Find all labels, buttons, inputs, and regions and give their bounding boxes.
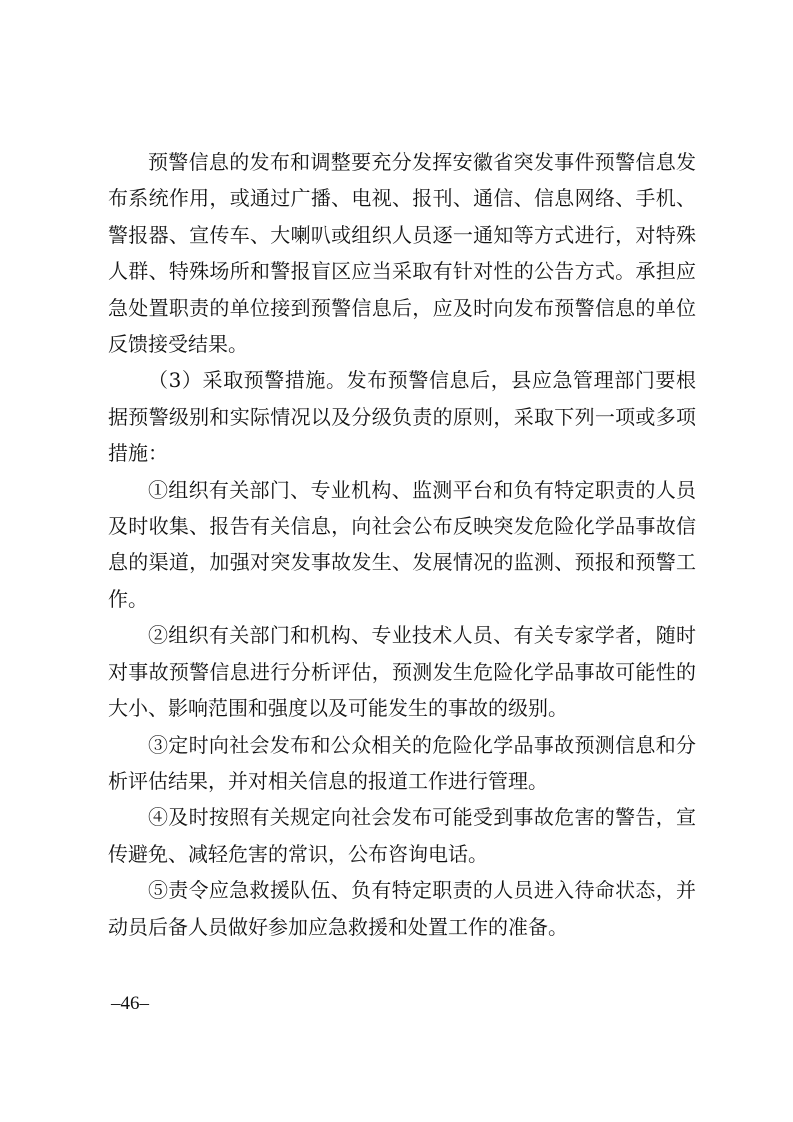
page-number: –46– (111, 993, 149, 1014)
paragraph-warning-release: 预警信息的发布和调整要充分发挥安徽省突发事件预警信息发布系统作用，或通过广播、电视、报刊、通信、信息网络、手机、警报器、宣传车、大喇叭或组织人员逐一通知等方式进行，对特殊人群、特殊场所和警报盲区应当采取有针对性的公告方式。承担应急处置职责的单位接到预警信息后，应及时向发布预警信息的单位反馈接受结果。 (108, 150, 696, 357)
paragraph-measure-2: ②组织有关部门和机构、专业技术人员、有关专家学者，随时对事故预警信息进行分析评估，预测发生危险化学品事故可能性的大小、影响范围和强度以及可能发生的事故的级别。 (108, 623, 696, 721)
paragraph-measure-5: ⑤责令应急救援队伍、负有特定职责的人员进入待命状态，并动员后备人员做好参加应急救援和处置工作的准备。 (108, 878, 696, 939)
document-body (108, 144, 696, 945)
paragraph-measure-4: ④及时按照有关规定向社会发布可能受到事故危害的警告，宣传避免、减轻危害的常识，公布咨询电话。 (108, 805, 696, 866)
paragraph-measure-3: ③定时向社会发布和公众相关的危险化学品事故预测信息和分析评估结果，并对相关信息的报道工作进行管理。 (108, 732, 696, 793)
paragraph-warning-measures: （3）采取预警措施。发布预警信息后，县应急管理部门要根据预警级别和实际情况以及分级负责的原则，采取下列一项或多项措施： (108, 368, 696, 466)
paragraph-measure-1: ①组织有关部门、专业机构、监测平台和负有特定职责的人员及时收集、报告有关信息，向社会公布反映突发危险化学品事故信息的渠道，加强对突发事故发生、发展情况的监测、预报和预警工作。 (108, 477, 696, 611)
